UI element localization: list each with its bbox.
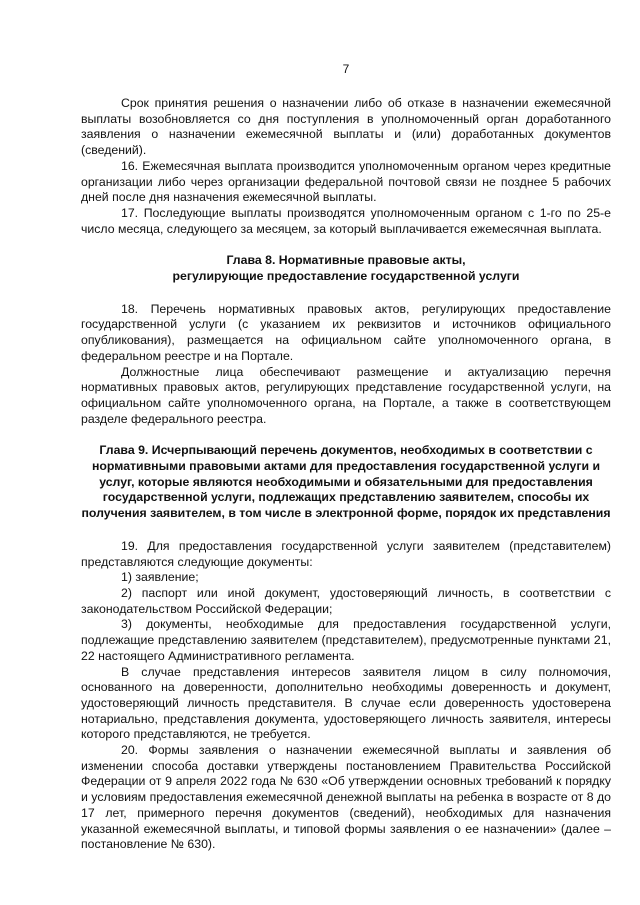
list-item-2: 2) паспорт или иной документ, удостоверяющий личность, в соответствии с законодательством Российской Федерации; [81, 585, 611, 616]
list-item-1: 1) заявление; [121, 570, 199, 585]
paragraph-officials: Должностные лица обеспечивают размещение и актуализацию перечня нормативных правовых актов, регулирующих представление государственной услуги, на официальном сайте уполномоченного органа, на Портале, а также в соответствующем разделе федерального реестра. [81, 364, 611, 426]
chapter-8-title [81, 253, 611, 284]
list-item-3: 3) документы, необходимые для предоставления государственной услуги, подлежащие представлению заявителем (представителем), предусмотренные пунктами 21, 22 настоящего Административного регламента. [81, 617, 611, 663]
paragraph-16: 16. Ежемесячная выплата производится уполномоченным органом через кредитные организации либо через организации федеральной почтовой связи не позднее 5 рабочих дней после дня назначения ежемесячной выплаты. [81, 158, 611, 205]
paragraph-representative: В случае представления интересов заявителя лицом в силу полномочия, основанного на доверенности, дополнительно необходимы доверенность и документ, удостоверяющий личность представителя. В случае если доверенность удостоверена нотариально, представления документа, удостоверяющего личность заявителя, интересы которого представляются, не требуется. [81, 664, 611, 742]
paragraph-18: 18. Перечень нормативных правовых актов, регулирующих предоставление государственной услуги (с указанием их реквизитов и источников официального опубликования), размещается на официальном сайте уполномоченного органа, в федеральном реестре и на Портале. [81, 301, 611, 363]
chapter-8-title-line2: регулирующие предоставление государственной услуги [172, 269, 520, 284]
chapter-8-title-line1: Глава 8. Нормативные правовые акты, [226, 253, 466, 268]
paragraph-17: 17. Последующие выплаты производятся уполномоченным органом с 1-го по 25-е число месяца, следующего за месяцем, за который выплачивается ежемесячная выплата. [81, 205, 611, 236]
paragraph-19: 19. Для предоставления государственной услуги заявителем (представителем) представляются следующие документы: [81, 538, 611, 569]
paragraph-decision-term: Срок принятия решения о назначении либо об отказе в назначении ежемесячной выплаты возобновляется со дня поступления в уполномоченный орган доработанного заявления о назначении ежемесячной выплаты и (или) доработанных документов (сведений). [81, 96, 611, 158]
page-number: 7 [342, 62, 350, 76]
paragraph-20: 20. Формы заявления о назначении ежемесячной выплаты и заявления об изменении способа доставки утверждены постановлением Правительства Российской Федерации от 9 апреля 2022 года № 630 «Об утверждении основных требований к порядку и условиям предоставления ежемесячной денежной выплаты на ребенка в возрасте от 8 до 17 лет, примерного перечня документов (сведений), необходимых для назначения указанной ежемесячной выплаты, и типовой формы заявления о ее назначении» (далее – постановление № 630). [81, 743, 611, 852]
chapter-9-title: Глава 9. Исчерпывающий перечень документов, необходимых в соответствии с нормативными правовыми актами для предоставления государственной услуги и услуг, которые являются необходимыми и обязательными для предоставления государственной услуги, подлежащих представлению заявителем, способы их получения заявителем, в том числе в электронной форме, порядок их представления [81, 443, 611, 521]
